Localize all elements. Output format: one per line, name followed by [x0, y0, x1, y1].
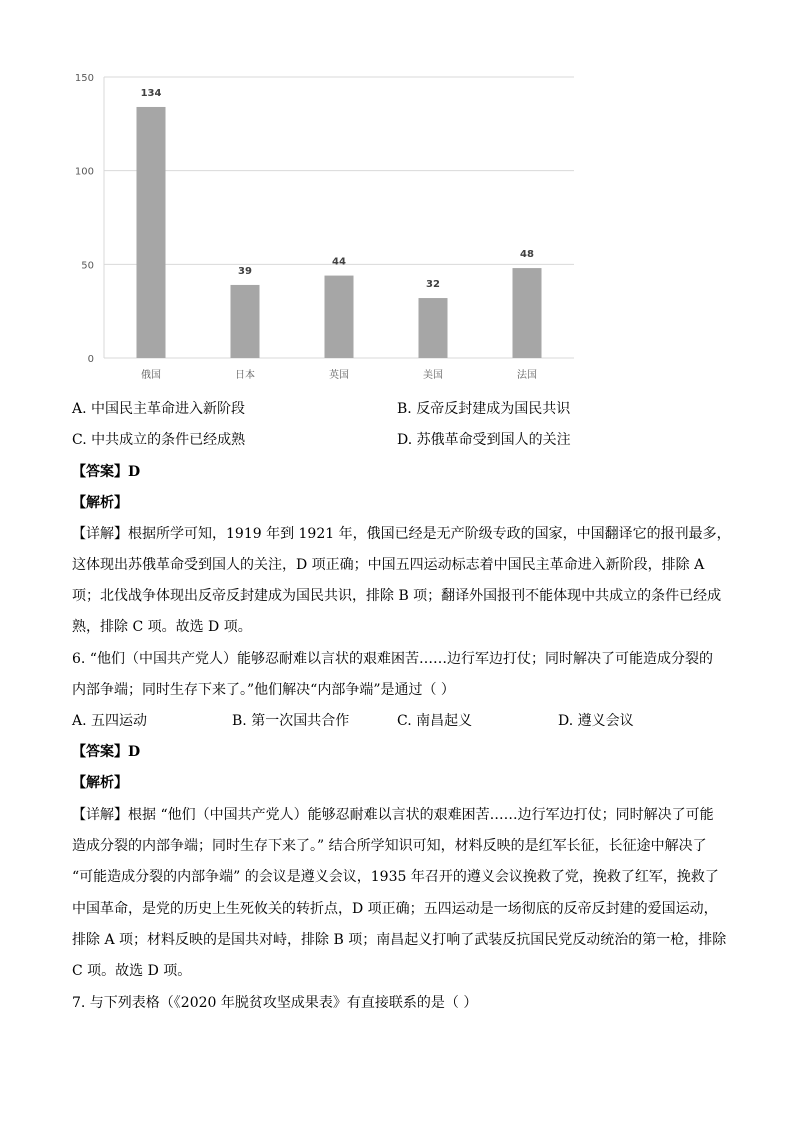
bar-value-label: 134 [140, 87, 162, 99]
bar-value-label: 48 [520, 249, 534, 261]
q6-detail-line: C 项。故选 D 项。 [72, 963, 192, 979]
chart-y-axis [75, 73, 104, 365]
y-tick-label: 100 [74, 166, 94, 178]
q5-answer: 【答案】D [72, 464, 141, 480]
q6-detail-line: 造成分裂的内部争端；同时生存下来了。” 结合所学知识可知，材料反映的是红军长征，长征途中解决了 [72, 838, 707, 854]
q5-option-d: D. 苏俄革命受到国人的关注 [397, 432, 571, 448]
y-tick-label: 150 [74, 73, 94, 84]
y-tick-label: 50 [81, 260, 94, 272]
q6-stem-line: 内部争端；同时生存下来了。”他们解决“内部争端”是通过（ ） [72, 682, 455, 698]
chart-x-axis [141, 368, 537, 381]
chart-data-labels [141, 88, 534, 290]
chart-bars [137, 107, 542, 358]
bar [325, 276, 354, 358]
q5-detail-line: 【详解】根据所学可知，1919 年到 1921 年，俄国已经是无产阶级专政的国家，中国翻译它的报刊最多， [72, 526, 731, 542]
q6-answer: 【答案】D [72, 744, 141, 760]
q5-detail-line: 熟，排除 C 项。故选 D 项。 [72, 619, 252, 635]
q6-detail-line: 排除 A 项；材料反映的是国共对峙，排除 B 项；南昌起义打响了武装反抗国民党反动统治的第一枪，排除 [72, 932, 727, 948]
q7-stem: 7. 与下列表格（《2020 年脱贫攻坚成果表》有直接联系的是（ ） [72, 995, 478, 1011]
bar [231, 285, 260, 358]
x-category-label: 法国 [517, 370, 537, 381]
q6-detail-line: “可能造成分裂的内部争端” 的会议是遵义会议，1935 年召开的遵义会议挽救了党，挽救了红军，挽救了 [72, 869, 719, 885]
q5-option-b: B. 反帝反封建成为国民共识 [397, 401, 571, 417]
bar-value-label: 44 [332, 256, 346, 268]
y-tick-label: 0 [87, 354, 94, 365]
bar [137, 107, 166, 358]
x-category-label: 俄国 [141, 370, 161, 381]
x-category-label: 英国 [329, 370, 349, 381]
q6-option-c: C. 南昌起义 [397, 713, 473, 729]
q6-detail-line: 中国革命，是党的历史上生死攸关的转折点，D 项正确；五四运动是一场彻底的反帝反封建的爱国运动， [72, 901, 718, 917]
q6-stem-line: 6. “他们（中国共产党人）能够忍耐难以言状的艰难困苦……边行军边打仗；同时解决了可能造成分裂的 [72, 651, 713, 667]
q5-analysis-heading: 【解析】 [72, 495, 128, 511]
q5-detail-line: 这体现出苏俄革命受到国人的关注，D 项正确；中国五四运动标志着中国民主革命进入新阶段，排除 A [72, 557, 705, 573]
q6-detail-line: 【详解】根据 “他们（中国共产党人）能够忍耐难以言状的艰难困苦……边行军边打仗；同时解决了可能 [72, 807, 714, 823]
q6-option-b: B. 第一次国共合作 [232, 713, 350, 729]
bar-chart [0, 0, 794, 390]
bar [419, 298, 448, 358]
x-category-label: 日本 [235, 370, 255, 381]
q6-analysis-heading: 【解析】 [72, 775, 128, 791]
q5-detail-line: 项；北伐战争体现出反帝反封建成为国民共识，排除 B 项；翻译外国报刊不能体现中共成立的条件已经成 [72, 588, 722, 604]
bar-value-label: 39 [238, 265, 252, 277]
q5-option-a: A. 中国民主革命进入新阶段 [72, 401, 246, 417]
x-category-label: 美国 [423, 370, 443, 381]
q5-option-c: C. 中共成立的条件已经成熟 [72, 432, 246, 448]
bar-value-label: 32 [426, 279, 440, 291]
q6-option-d: D. 遵义会议 [558, 713, 634, 729]
q6-option-a: A. 五四运动 [72, 713, 148, 729]
bar [513, 268, 542, 358]
